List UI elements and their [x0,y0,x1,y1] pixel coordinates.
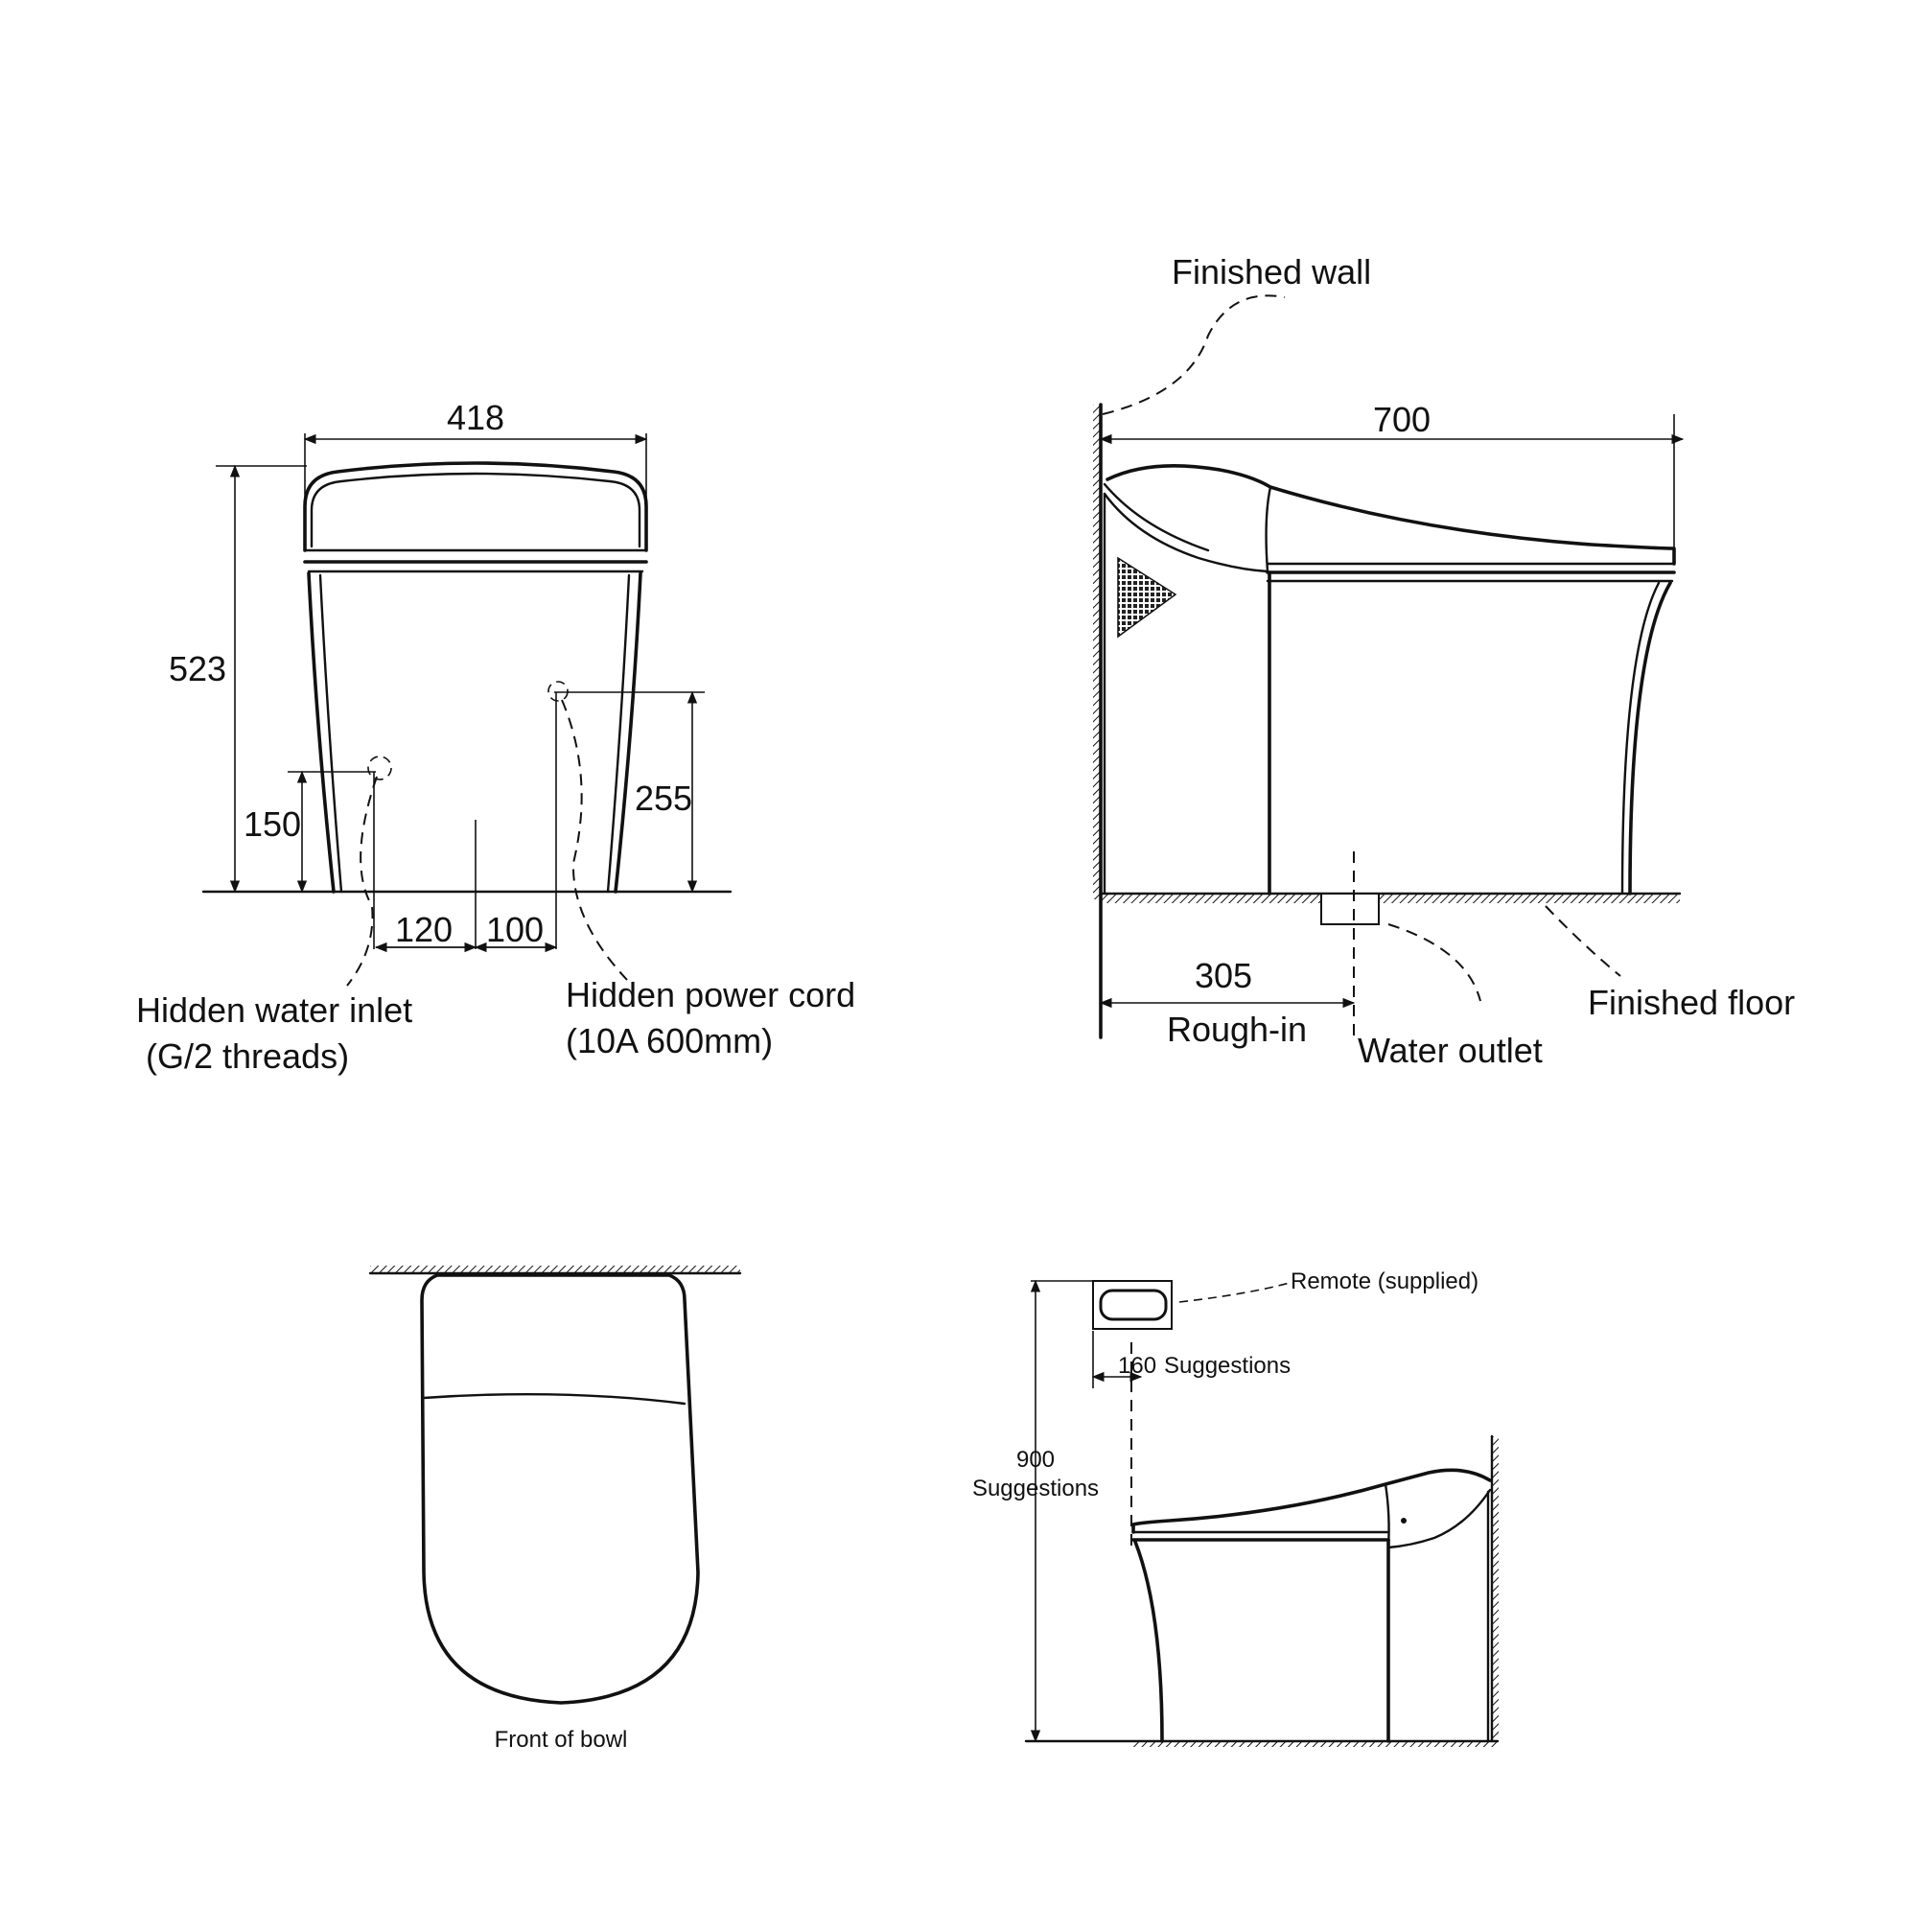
vent-grille-icon [1118,558,1175,637]
finished-floor-label: Finished floor [1588,983,1796,1022]
finished-wall-label: Finished wall [1172,252,1372,291]
power-cord-marker [548,682,568,701]
water-inlet-thread-label: (G/2 threads) [146,1036,350,1076]
water-outlet-box [1321,894,1379,924]
rough-in-label: Rough-in [1166,1010,1308,1049]
water-inlet-marker [368,756,391,779]
front-of-bowl-label: Front of bowl [494,1727,628,1753]
width-dim-label: 418 [446,398,505,437]
remote-view [972,1268,1500,1747]
remote-holder [1093,1281,1172,1329]
height-dim-label: 523 [168,649,227,688]
inlet-height-dim-label: 150 [243,804,302,844]
front-view [136,398,855,1076]
cord-height-dim-label: 255 [634,779,693,818]
cord-offset-dim-label: 100 [485,910,545,949]
power-cord-spec-label: (10A 600mm) [566,1021,774,1060]
top-view [370,1266,740,1753]
side-view-toilet-outline [1105,466,1674,894]
remote-offset-dim-label: 160 [1118,1353,1157,1379]
side-view [1093,252,1795,1070]
power-cord-label: Hidden power cord [566,975,856,1014]
top-view-toilet-outline [422,1275,698,1703]
water-outlet-label: Water outlet [1358,1031,1543,1070]
finished-floor-hatch [1101,894,1680,903]
remote-height-dim-label: 900 [1015,1447,1056,1473]
water-inlet-label: Hidden water inlet [136,990,413,1030]
inlet-offset-dim-label: 120 [394,910,454,949]
remote-label: Remote (supplied) [1291,1268,1479,1294]
rough-in-dim-label: 305 [1194,956,1253,995]
remote-offset-note: Suggestions [1164,1353,1292,1379]
length-dim-label: 700 [1372,400,1432,439]
remote-view-toilet-outline [1133,1470,1490,1741]
remote-height-note: Suggestions [971,1476,1100,1501]
